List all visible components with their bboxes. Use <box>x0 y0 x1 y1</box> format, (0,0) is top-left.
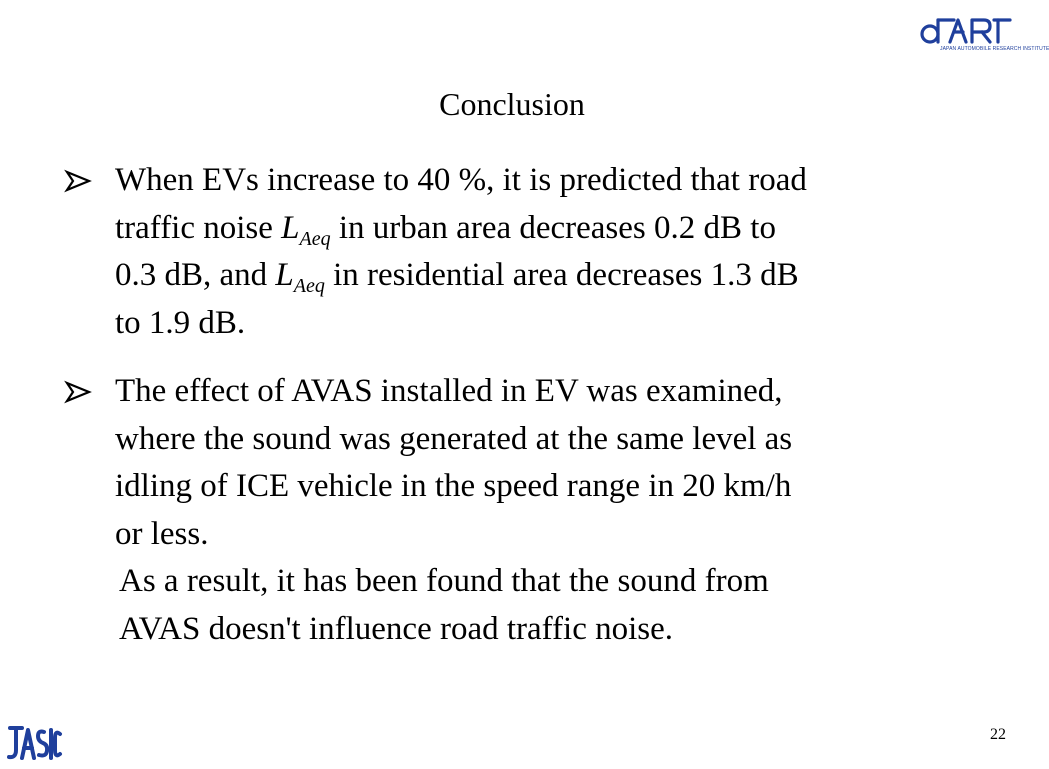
laeq-subscript: Aeq <box>293 275 325 297</box>
arrow-bullet-icon <box>64 381 92 403</box>
jasic-logo <box>4 720 60 764</box>
page-number: 22 <box>990 726 1006 743</box>
laeq-letter: L <box>275 257 294 293</box>
slide-title: Conclusion <box>439 86 585 122</box>
jari-logo <box>918 14 1049 54</box>
bullet-list <box>64 157 964 653</box>
jari-logo-subtitle: JAPAN AUTOMOBILE RESEARCH INSTITUTE <box>940 46 1049 52</box>
bullet-continuation-text: As a result, it has been found that the sound from AVAS doesn't influence road traffic noise. <box>119 563 769 647</box>
arrow-bullet-icon <box>64 170 92 192</box>
laeq-letter: L <box>281 209 300 246</box>
bullet-text-part-3: in residential area decreases 1.3 dB to 1.9 dB. <box>115 257 799 341</box>
laeq-symbol <box>275 257 325 297</box>
jari-logo-mark <box>918 14 1016 46</box>
bullet-text <box>115 157 964 347</box>
bullet-item-avas <box>64 368 964 653</box>
laeq-symbol <box>281 209 331 250</box>
laeq-subscript: Aeq <box>299 227 331 250</box>
jasic-logo-mark <box>4 720 60 764</box>
bullet-text: The effect of AVAS installed in EV was examined, where the sound was generated at the same level as idling of ICE vehicle in the speed range in 20 km/h or less. <box>115 373 793 552</box>
bullet-text-part-1: When EVs increase to 40 %, it is predicted that road traffic noise <box>115 162 807 246</box>
bullet-item-ev-noise <box>64 157 964 347</box>
bullet-text-part-2: in urban area decreases 0.2 dB to 0.3 dB, and <box>115 209 776 293</box>
